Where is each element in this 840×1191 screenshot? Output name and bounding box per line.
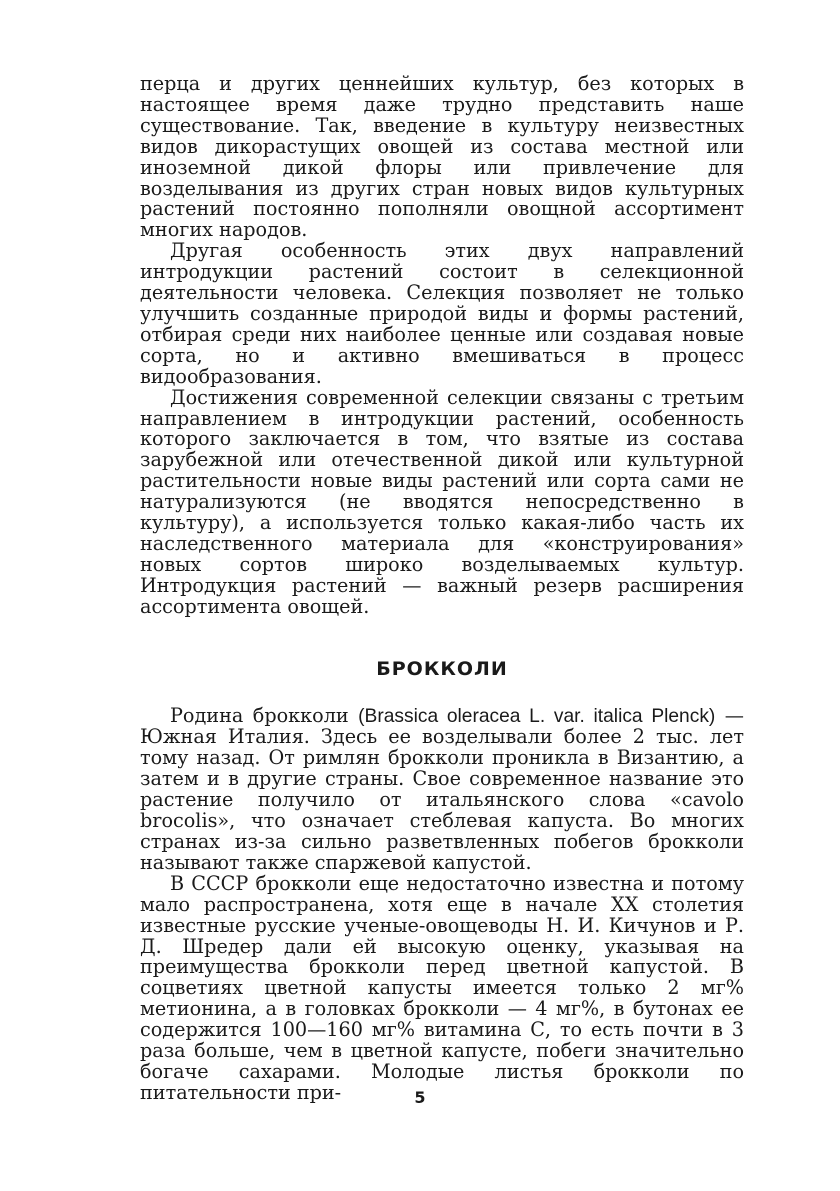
intro-paragraph-1: перца и других ценнейших культур, без которых в настоящее время даже трудно представить наше существование. Так, введение в культуру неизвестных видов дикорастущих овощей из состава местной или иноземной дикой флоры или привлечение для возделывания из других стран новых видов культурных растений постоянно пополняли овощной ассортимент многих народов.	[140, 72, 744, 242]
intro-paragraph-3: Достижения современной селекции связаны с третьим направлением в интродукции растений, особенность которого заключается в том, что взятые из состава зарубежной или отечественной дикой или культурной растительности новые виды растений или сорта сами не натурализуются (не вводятся непосредственно в культуру), а используется только какая-либо часть их наследственного материала для «конструирования» новых сортов широко возделываемых культур. Интродукция растений — важный резерв расширения ассортимента овощей.	[140, 385, 744, 618]
section-paragraph-1-rest: — Южная Италия. Здесь ее возделывали более 2 тыс. лет тому назад. От римлян брокколи проникла в Византию, а затем и в другие страны. Свое современное название это растение получило от итальянского слова «cavolo brocolis», что означает стеблевая капуста. Во многих странах из-за сильно разветвленных побегов брокколи называют также спаржевой капустой.	[140, 703, 744, 874]
section-paragraph-1-start: Родина брокколи	[170, 703, 359, 727]
section-title: БРОККОЛИ	[376, 657, 508, 680]
page-number: 5	[414, 1088, 426, 1107]
section-paragraph-2: В СССР брокколи еще недостаточно известна и потому мало распространена, хотя еще в начале XX столетия известные русские ученые-овощеводы Н. И. Кичунов и Р. Д. Шредер дали ей высокую оценку, указывая на преимущества брокколи перед цветной капустой. В соцветиях цветной капусты имеется только 2 мг% метионина, а в головках брокколи — 4 мг%, в бутонах ее содержится 100—160 мг% витамина С, то есть почти в 3 раза больше, чем в цветной капусте, побеги значительно богаче сахарами. Молодые листья брокколи по питательности при-	[140, 871, 744, 1104]
latin-name: (Brassica oleracea L. var. italica Plenck)	[358, 705, 716, 727]
intro-paragraph-2: Другая особенность этих двух направлений интродукции растений состоит в селекционной деятельности человека. Селекция позволяет не только улучшить созданные природой виды и формы растений, отбирая среди них наиболее ценные или создавая новые сорта, но и активно вмешиваться в процесс видообразования.	[140, 239, 744, 388]
page-body	[140, 74, 744, 1104]
section-paragraph-1	[140, 703, 744, 874]
